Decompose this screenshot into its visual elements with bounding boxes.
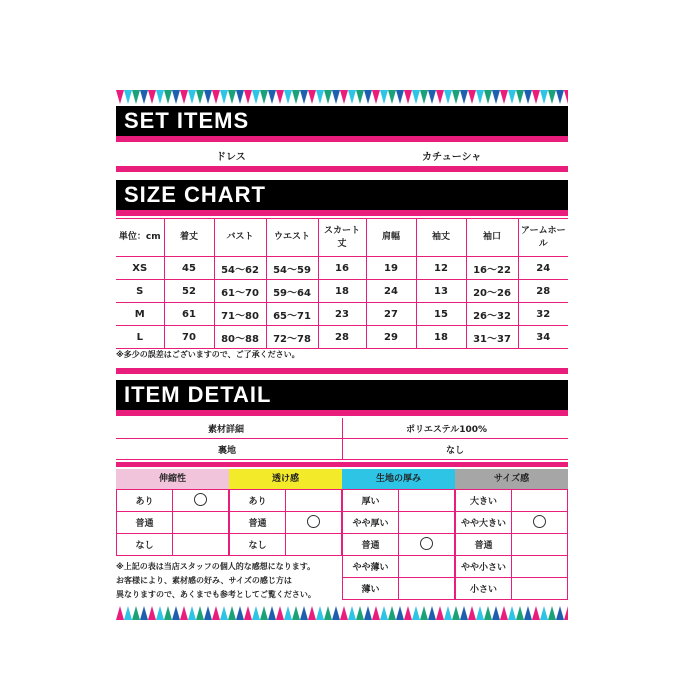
size-cell: 61〜70 [214, 280, 266, 303]
size-cell: 18 [318, 280, 366, 303]
size-row [116, 280, 568, 303]
material-value: ポリエステル100% [406, 425, 487, 435]
scale-table [229, 489, 342, 556]
selected-circle-icon [307, 515, 320, 528]
pattern-triangle [116, 90, 124, 104]
item-detail-title: ITEM DETAIL [124, 382, 272, 407]
size-cell: 24 [366, 280, 416, 303]
scale-option-row [456, 578, 568, 600]
pattern-triangle [332, 90, 340, 104]
size-row [116, 326, 568, 349]
pattern-triangle [380, 90, 388, 104]
pattern-triangle [164, 90, 172, 104]
set-item: ドレス [216, 152, 246, 163]
pattern-triangle [316, 606, 324, 620]
pattern-triangle [404, 606, 412, 620]
size-header-cell: スカート丈 [318, 219, 366, 257]
scale-option-row [343, 556, 455, 578]
pattern-triangle [556, 606, 564, 620]
pattern-triangle [156, 606, 164, 620]
scale-option-mark [399, 578, 455, 600]
scale-option-row [456, 534, 568, 556]
size-cell: 52 [164, 280, 214, 303]
pattern-triangle [436, 606, 444, 620]
pattern-triangle [396, 90, 404, 104]
scale-option-label: なし [230, 534, 286, 556]
scale-option-mark [512, 490, 568, 512]
size-cell: L [116, 326, 164, 349]
size-cell: 54〜62 [214, 257, 266, 280]
size-cell: 18 [416, 326, 466, 349]
pattern-triangle [220, 90, 228, 104]
size-chart-table [116, 218, 568, 349]
scale-option-mark [512, 512, 568, 534]
selected-circle-icon [420, 537, 433, 550]
pattern-triangle [204, 90, 212, 104]
pattern-triangle [172, 90, 180, 104]
scale-option-row [343, 512, 455, 534]
pattern-triangle [468, 90, 476, 104]
pattern-triangle [292, 606, 300, 620]
pattern-triangle [428, 90, 436, 104]
size-cell: 71〜80 [214, 303, 266, 326]
pattern-triangle [548, 90, 556, 104]
divider-bar [116, 462, 568, 467]
scale-option-label: 普通 [343, 534, 399, 556]
scale-option-row [343, 578, 455, 600]
item-detail-header [116, 380, 568, 416]
size-row [116, 303, 568, 326]
scale-option-label: やや薄い [343, 556, 399, 578]
pattern-triangle [388, 90, 396, 104]
size-cell: 28 [518, 280, 568, 303]
pattern-triangle [244, 606, 252, 620]
pattern-triangle [436, 90, 444, 104]
size-header-cell: 肩幅 [366, 219, 416, 257]
size-cell: 28 [318, 326, 366, 349]
divider-bar [116, 166, 568, 172]
pattern-triangle [516, 606, 524, 620]
pattern-triangle [540, 90, 548, 104]
pattern-triangle [324, 90, 332, 104]
pattern-triangle [364, 90, 372, 104]
pattern-triangle [188, 606, 196, 620]
divider-bar [116, 368, 568, 374]
size-cell: 23 [318, 303, 366, 326]
scale-option-mark [512, 534, 568, 556]
pattern-triangle [308, 90, 316, 104]
pattern-triangle [116, 606, 124, 620]
pattern-triangle [196, 90, 204, 104]
scale-option-row [230, 534, 342, 556]
set-items-title: SET ITEMS [124, 108, 250, 133]
size-cell: 70 [164, 326, 214, 349]
pattern-triangle [388, 606, 396, 620]
pattern-triangle [164, 606, 172, 620]
pattern-triangle [468, 606, 476, 620]
scale-option-label: あり [230, 490, 286, 512]
scale-option-label: なし [117, 534, 173, 556]
size-cell: 26〜32 [466, 303, 518, 326]
pattern-triangle [348, 90, 356, 104]
pattern-triangle [276, 606, 284, 620]
size-header-cell: 着丈 [164, 219, 214, 257]
scale-option-mark [173, 534, 229, 556]
pattern-triangle [132, 90, 140, 104]
pattern-triangle [508, 606, 516, 620]
disclaimer-line: お客様により、素材感の好み、サイズの感じ方は [116, 576, 292, 585]
size-cell: 72〜78 [266, 326, 318, 349]
size-cell: XS [116, 257, 164, 280]
scale-title: サイズ感 [455, 469, 568, 489]
scale-option-row [117, 534, 229, 556]
pattern-triangle [236, 606, 244, 620]
scale-option-label: 小さい [456, 578, 512, 600]
pattern-triangle [564, 90, 568, 104]
disclaimer-line: ※上記の表は当店スタッフの個人的な感想になります。 [116, 562, 316, 571]
scale-option-row [117, 490, 229, 512]
pattern-triangle [492, 90, 500, 104]
size-cell: 29 [366, 326, 416, 349]
size-chart-header [116, 180, 568, 216]
scale-option-label: 薄い [343, 578, 399, 600]
scale-title: 伸縮性 [116, 469, 229, 489]
size-header-cell: 単位：cm [116, 219, 164, 257]
scale-option-row [230, 512, 342, 534]
pattern-triangle [340, 606, 348, 620]
lining-row [116, 439, 568, 460]
size-cell: 65〜71 [266, 303, 318, 326]
set-items-header [116, 106, 568, 142]
scale-option-label: あり [117, 490, 173, 512]
pattern-triangle [412, 90, 420, 104]
pattern-triangle [316, 90, 324, 104]
product-info-sheet [116, 90, 568, 620]
material-row [116, 418, 568, 439]
pattern-triangle [532, 606, 540, 620]
pattern-triangle [140, 606, 148, 620]
pattern-triangle [228, 90, 236, 104]
scale-option-mark [399, 534, 455, 556]
pattern-triangle [276, 90, 284, 104]
pattern-triangle [540, 606, 548, 620]
scale-option-mark [399, 490, 455, 512]
pattern-triangle [148, 90, 156, 104]
disclaimer-line: 異なりますので、あくまでも参考としてご覧ください。 [116, 590, 316, 599]
scale-option-row [230, 490, 342, 512]
size-cell: 61 [164, 303, 214, 326]
pattern-triangle [180, 90, 188, 104]
size-cell: 16 [318, 257, 366, 280]
pattern-triangle [196, 606, 204, 620]
size-header-cell: ウエスト [266, 219, 318, 257]
scale-option-mark [286, 534, 342, 556]
selected-circle-icon [194, 493, 207, 506]
pattern-triangle [556, 90, 564, 104]
pattern-triangle [204, 606, 212, 620]
scale-option-row [456, 490, 568, 512]
pattern-triangle [228, 606, 236, 620]
size-note: ※多少の誤差はございますので、ご了承ください。 [116, 350, 300, 359]
scale-table [342, 489, 455, 600]
pattern-triangle [284, 606, 292, 620]
pattern-triangle [252, 606, 260, 620]
scale-table [116, 489, 229, 556]
pattern-triangle [476, 606, 484, 620]
pattern-triangle [564, 606, 568, 620]
pattern-triangle [372, 90, 380, 104]
pattern-triangle [404, 90, 412, 104]
pattern-triangle [452, 90, 460, 104]
pattern-triangle [524, 606, 532, 620]
size-cell: 12 [416, 257, 466, 280]
set-item: カチューシャ [422, 152, 482, 163]
size-cell: 15 [416, 303, 466, 326]
scale-table [455, 489, 568, 600]
pattern-triangle [268, 606, 276, 620]
scale-option-mark [399, 556, 455, 578]
decorative-pattern-top [116, 90, 568, 106]
pattern-triangle [364, 606, 372, 620]
size-cell: 13 [416, 280, 466, 303]
pattern-triangle [500, 606, 508, 620]
scale-option-mark [399, 512, 455, 534]
size-header-cell: 袖丈 [416, 219, 466, 257]
scale-option-mark [286, 490, 342, 512]
scale-option-label: やや大きい [456, 512, 512, 534]
size-header-cell: バスト [214, 219, 266, 257]
pattern-triangle [156, 90, 164, 104]
material-label: 素材詳細 [208, 425, 245, 435]
size-cell: 54〜59 [266, 257, 318, 280]
scale-option-label: 普通 [456, 534, 512, 556]
pattern-triangle [532, 90, 540, 104]
pattern-triangle [324, 606, 332, 620]
scale-option-row [456, 512, 568, 534]
pattern-triangle [300, 606, 308, 620]
scale-option-mark [173, 512, 229, 534]
pattern-triangle [548, 606, 556, 620]
scale-title: 生地の厚み [342, 469, 455, 489]
pattern-triangle [524, 90, 532, 104]
scale-option-row [117, 512, 229, 534]
pattern-triangle [332, 606, 340, 620]
pattern-triangle [188, 90, 196, 104]
scale-option-row [343, 490, 455, 512]
pattern-triangle [444, 90, 452, 104]
scale-option-mark [512, 578, 568, 600]
pattern-triangle [340, 90, 348, 104]
scale-group [116, 469, 229, 556]
pattern-triangle [428, 606, 436, 620]
size-cell: M [116, 303, 164, 326]
size-cell: 20〜26 [466, 280, 518, 303]
size-header-cell: アームホール [518, 219, 568, 257]
pattern-triangle [420, 606, 428, 620]
scale-option-row [456, 556, 568, 578]
size-chart-title: SIZE CHART [124, 182, 266, 207]
pattern-triangle [460, 90, 468, 104]
pattern-triangle [500, 90, 508, 104]
scale-option-label: やや小さい [456, 556, 512, 578]
selected-circle-icon [533, 515, 546, 528]
pattern-triangle [356, 90, 364, 104]
pattern-triangle [292, 90, 300, 104]
pattern-triangle [308, 606, 316, 620]
pattern-triangle [484, 90, 492, 104]
scale-option-label: 大きい [456, 490, 512, 512]
pattern-triangle [212, 90, 220, 104]
scale-option-label: 普通 [230, 512, 286, 534]
pattern-triangle [180, 606, 188, 620]
pattern-triangle [396, 606, 404, 620]
pattern-triangle [348, 606, 356, 620]
pattern-triangle [252, 90, 260, 104]
scale-group [455, 469, 568, 600]
pattern-triangle [420, 90, 428, 104]
size-cell: 32 [518, 303, 568, 326]
pattern-triangle [148, 606, 156, 620]
pattern-triangle [140, 90, 148, 104]
size-cell: 59〜64 [266, 280, 318, 303]
pattern-triangle [508, 90, 516, 104]
pattern-triangle [300, 90, 308, 104]
pattern-triangle [372, 606, 380, 620]
lining-label: 裏地 [218, 446, 237, 456]
lining-value: なし [446, 446, 465, 456]
pattern-triangle [124, 606, 132, 620]
size-cell: 24 [518, 257, 568, 280]
pattern-triangle [212, 606, 220, 620]
pattern-triangle [444, 606, 452, 620]
scale-title: 透け感 [229, 469, 342, 489]
pattern-triangle [492, 606, 500, 620]
size-cell: 16〜22 [466, 257, 518, 280]
pattern-triangle [484, 606, 492, 620]
scale-option-label: やや厚い [343, 512, 399, 534]
decorative-pattern-bottom [116, 604, 568, 620]
pattern-triangle [220, 606, 228, 620]
size-cell: S [116, 280, 164, 303]
pattern-triangle [172, 606, 180, 620]
size-cell: 80〜88 [214, 326, 266, 349]
scale-group [342, 469, 455, 600]
pattern-triangle [476, 90, 484, 104]
pattern-triangle [452, 606, 460, 620]
pattern-triangle [268, 90, 276, 104]
pattern-triangle [356, 606, 364, 620]
scale-option-mark [173, 490, 229, 512]
scale-option-label: 厚い [343, 490, 399, 512]
pattern-triangle [412, 606, 420, 620]
size-cell: 27 [366, 303, 416, 326]
pattern-triangle [132, 606, 140, 620]
pattern-triangle [260, 606, 268, 620]
disclaimer [116, 560, 316, 602]
pattern-triangle [460, 606, 468, 620]
pattern-triangle [260, 90, 268, 104]
scale-option-mark [286, 512, 342, 534]
pattern-triangle [236, 90, 244, 104]
pattern-triangle [124, 90, 132, 104]
pattern-triangle [244, 90, 252, 104]
set-items-row [116, 144, 568, 164]
scale-group [229, 469, 342, 556]
size-header-row [116, 219, 568, 257]
pattern-triangle [284, 90, 292, 104]
size-header-cell: 袖口 [466, 219, 518, 257]
scale-option-row [343, 534, 455, 556]
size-row [116, 257, 568, 280]
size-cell: 31〜37 [466, 326, 518, 349]
pattern-triangle [516, 90, 524, 104]
size-cell: 19 [366, 257, 416, 280]
pattern-triangle [380, 606, 388, 620]
size-cell: 34 [518, 326, 568, 349]
scale-option-mark [512, 556, 568, 578]
scale-option-label: 普通 [117, 512, 173, 534]
size-cell: 45 [164, 257, 214, 280]
